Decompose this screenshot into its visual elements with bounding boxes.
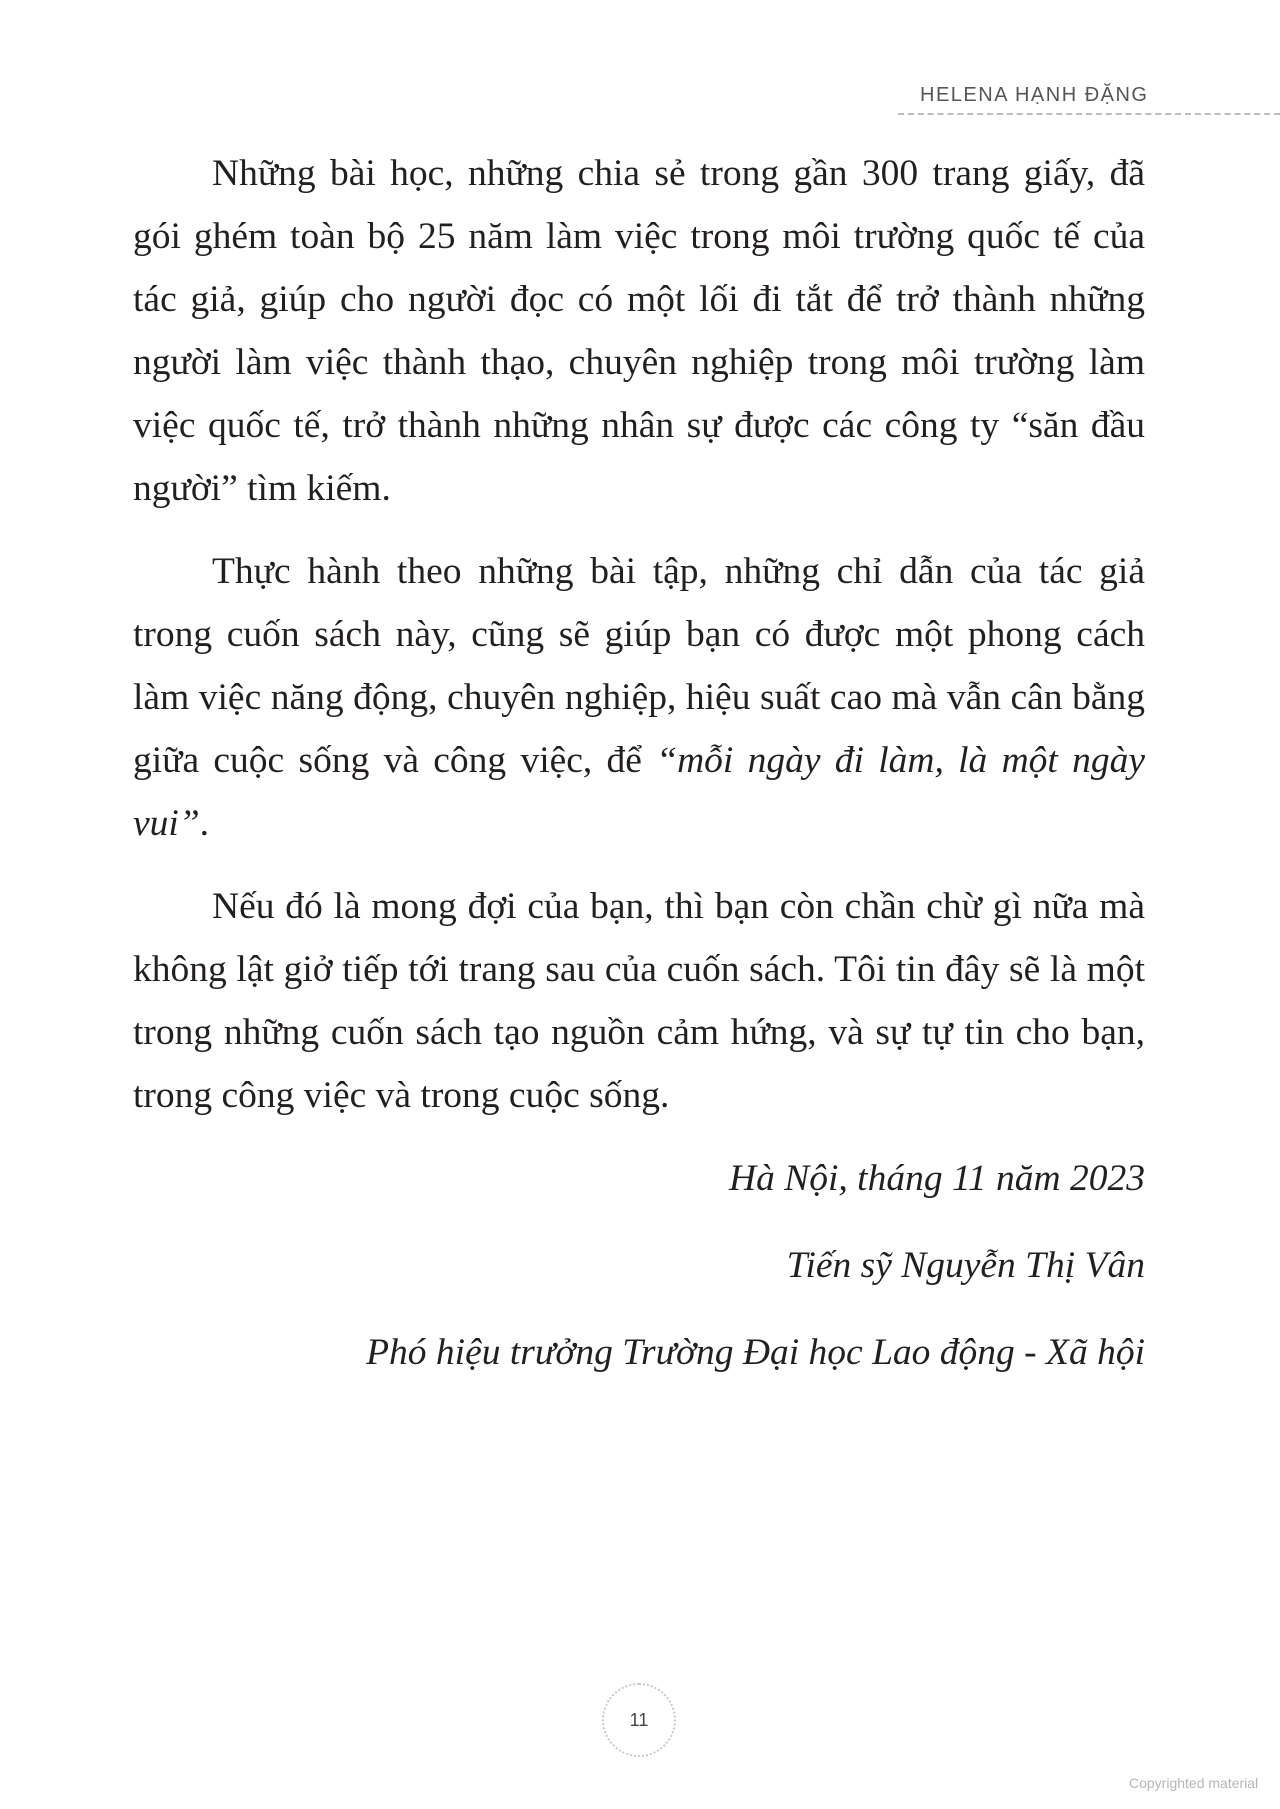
- header-dashed-rule: [898, 113, 1280, 115]
- paragraph-2: [133, 540, 1145, 855]
- signature-name: Tiến sỹ Nguyễn Thị Vân: [786, 1245, 1145, 1286]
- signature-place-date: Hà Nội, tháng 11 năm 2023: [729, 1158, 1145, 1199]
- main-text-block: [133, 142, 1145, 1384]
- paragraph-2-text: Thực hành theo những bài tập, những chỉ dẫn của tác giả trong cuốn sách này, cũng sẽ giúp bạn có được một phong cách làm việc năng động, chuyên nghiệp, hiệu suất cao mà vẫn cân bằng giữa cuộc sống và công việc, để: [133, 551, 1145, 781]
- copyright-watermark: Copyrighted material: [1129, 1775, 1259, 1791]
- paragraph-3: Nếu đó là mong đợi của bạn, thì bạn còn chần chừ gì nữa mà không lật giở tiếp tới trang sau của cuốn sách. Tôi tin đây sẽ là một trong những cuốn sách tạo nguồn cảm hứng, và sự tự tin cho bạn, trong công việc và trong cuộc sống.: [133, 886, 1145, 1116]
- running-header-author: HELENA HẠNH ĐẶNG: [920, 84, 1149, 106]
- paragraph-1: Những bài học, những chia sẻ trong gần 300 trang giấy, đã gói ghém toàn bộ 25 năm làm việc trong môi trường quốc tế của tác giả, giúp cho người đọc có một lối đi tắt để trở thành những người làm việc thành thạo, chuyên nghiệp trong môi trường làm việc quốc tế, trở thành những nhân sự được các công ty “săn đầu người” tìm kiếm.: [133, 153, 1145, 509]
- signature-title: Phó hiệu trưởng Trường Đại học Lao động - Xã hội: [366, 1332, 1145, 1373]
- paragraph-2-end: .: [199, 803, 210, 844]
- paragraph-2-quote: “mỗi ngày đi làm, là một ngày vui”: [133, 740, 1145, 844]
- page-number: 11: [602, 1683, 676, 1757]
